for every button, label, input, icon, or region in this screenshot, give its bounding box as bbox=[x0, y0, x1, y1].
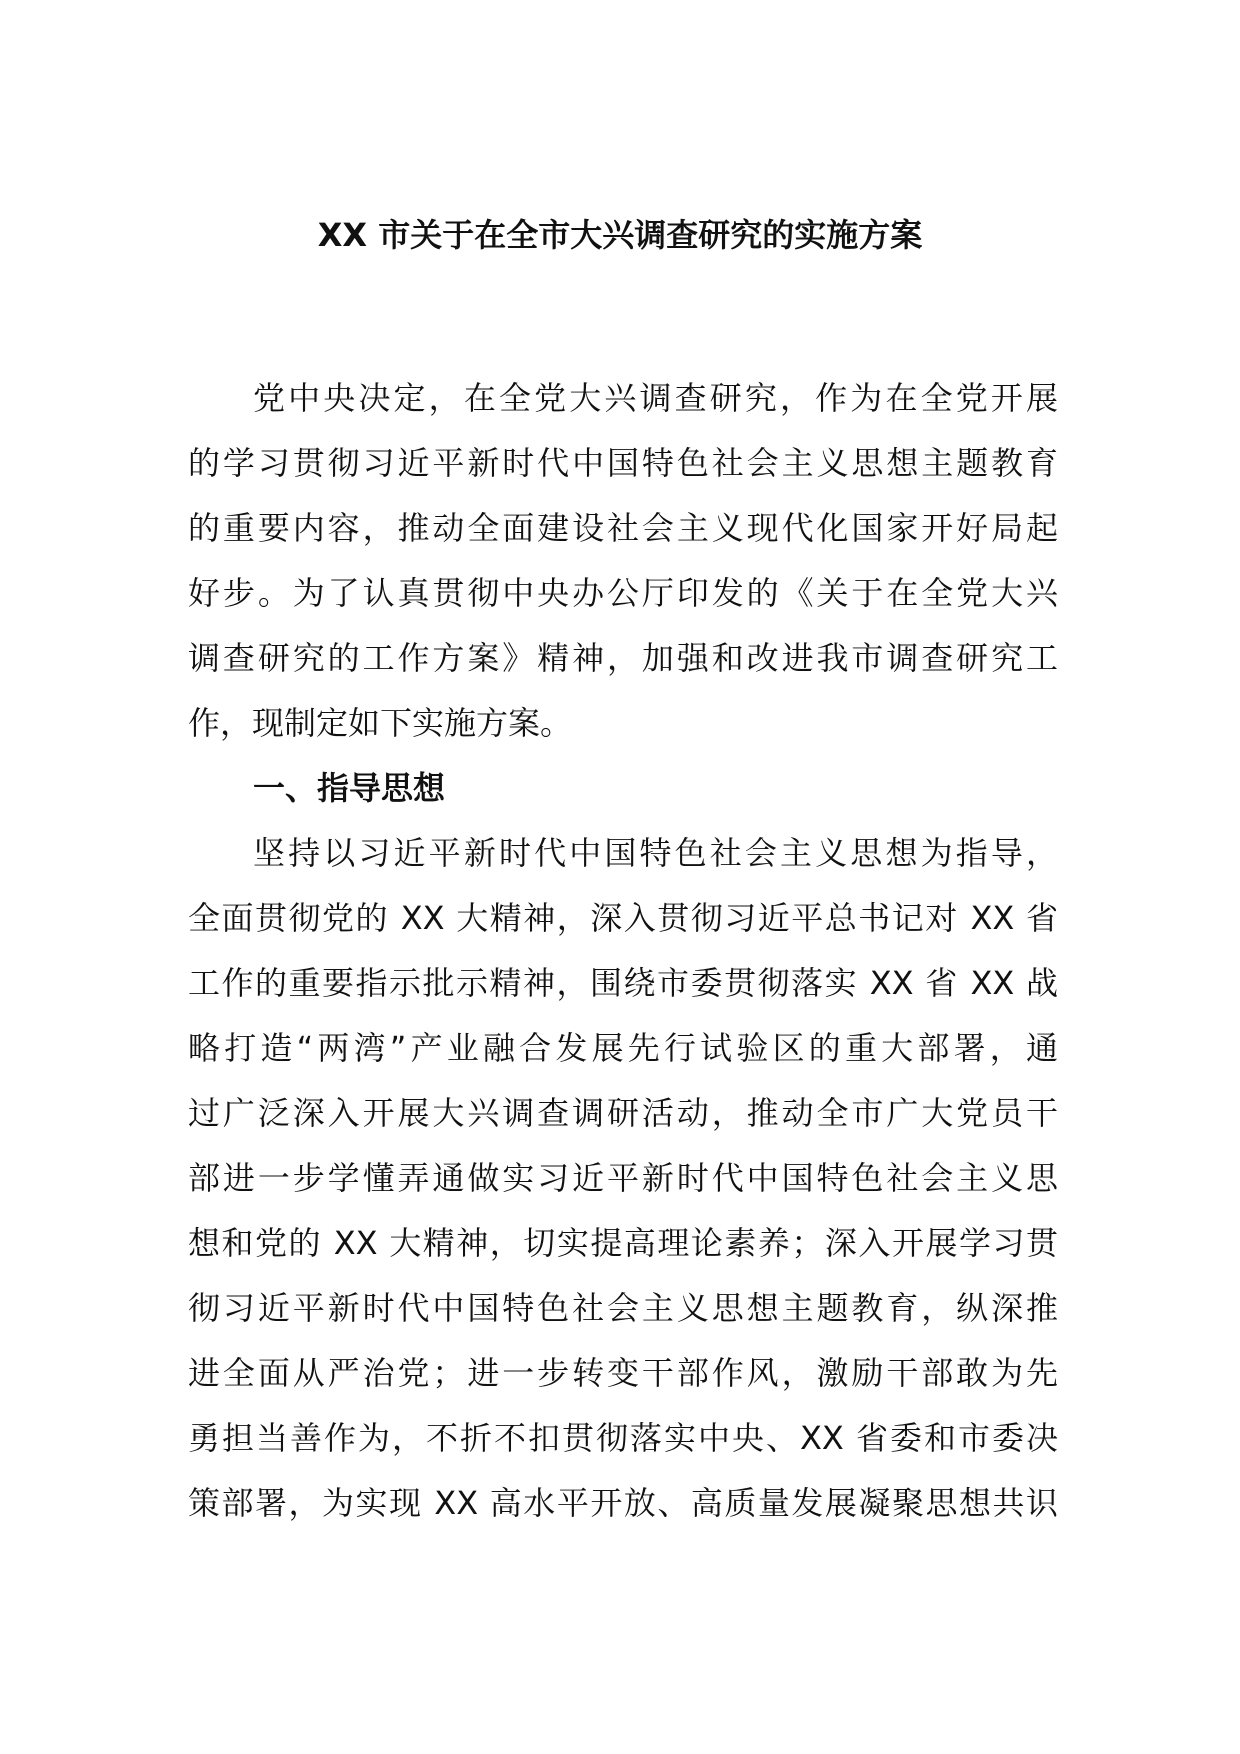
text-line: 好步。为了认真贯彻中央办公厅印发的《关于在全党大兴 bbox=[188, 574, 1058, 612]
text-line: 进全面从严治党；进一步转变干部作风，激励干部敢为先 bbox=[188, 1354, 1058, 1392]
text-line: 全面贯彻党的 XX 大精神，深入贯彻习近平总书记对 XX 省 bbox=[188, 899, 1058, 937]
section-heading: 一、指导思想 bbox=[253, 769, 446, 807]
text-line: 调查研究的工作方案》精神，加强和改进我市调查研究工 bbox=[188, 639, 1058, 677]
text-line: 党中央决定，在全党大兴调查研究，作为在全党开展 bbox=[253, 379, 1058, 417]
text-line: 略打造“两湾”产业融合发展先行试验区的重大部署，通 bbox=[188, 1029, 1058, 1067]
text-line: 彻习近平新时代中国特色社会主义思想主题教育，纵深推 bbox=[188, 1289, 1058, 1327]
paragraph-guiding-ideology bbox=[188, 821, 1058, 1536]
text-line: 作，现制定如下实施方案。 bbox=[188, 704, 573, 742]
text-line: 勇担当善作为，不折不扣贯彻落实中央、XX 省委和市委决 bbox=[188, 1419, 1058, 1457]
text-line: 想和党的 XX 大精神，切实提高理论素养；深入开展学习贯 bbox=[188, 1224, 1058, 1262]
text-line: 的重要内容，推动全面建设社会主义现代化国家开好局起 bbox=[188, 509, 1058, 547]
text-line: 过广泛深入开展大兴调查调研活动，推动全市广大党员干 bbox=[188, 1094, 1058, 1132]
text-line: 工作的重要指示批示精神，围绕市委贯彻落实 XX 省 XX 战 bbox=[188, 964, 1058, 1002]
text-line: 策部署，为实现 XX 高水平开放、高质量发展凝聚思想共识 bbox=[188, 1484, 1058, 1522]
document-body bbox=[188, 366, 1058, 1536]
paragraph-intro bbox=[188, 366, 1058, 756]
document-title: XX 市关于在全市大兴调查研究的实施方案 bbox=[317, 216, 923, 254]
text-line: 部进一步学懂弄通做实习近平新时代中国特色社会主义思 bbox=[188, 1159, 1058, 1197]
text-line: 的学习贯彻习近平新时代中国特色社会主义思想主题教育 bbox=[188, 444, 1058, 482]
text-line: 坚持以习近平新时代中国特色社会主义思想为指导， bbox=[253, 834, 1058, 872]
